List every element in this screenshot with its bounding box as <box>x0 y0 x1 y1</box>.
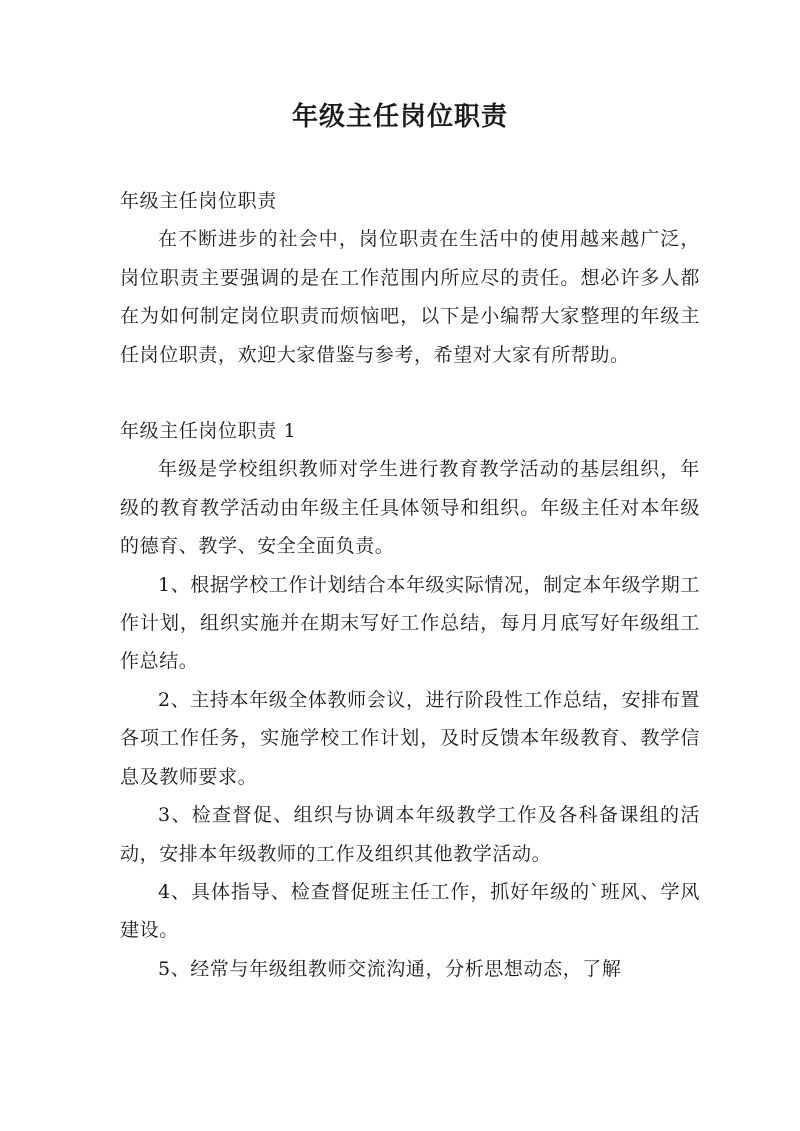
duty-item-3: 3、检查督促、组织与协调本年级教学工作及各科备课组的活动，安排本年级教师的工作及组织其他教学活动。 <box>120 804 700 865</box>
duty-item-2: 2、主持本年级全体教师会议，进行阶段性工作总结，安排布置各项工作任务，实施学校工作计划，及时反馈本年级教育、教学信息及教师要求。 <box>120 688 700 788</box>
intro-heading: 年级主任岗位职责 <box>120 190 277 212</box>
document-title: 年级主任岗位职责 <box>291 102 508 132</box>
intro-paragraph: 在不断进步的社会中，岗位职责在生活中的使用越来越广泛，岗位职责主要强调的是在工作范围内所应尽的责任。想必许多人都在为如何制定岗位职责而烦恼吧，以下是小编帮大家整理的年级主任岗位职责，欢迎大家借鉴与参考，希望对大家有所帮助。 <box>120 228 700 366</box>
document-body <box>120 182 700 988</box>
section-spacer <box>120 374 700 412</box>
duty-item-1: 1、根据学校工作计划结合本年级实际情况，制定本年级学期工作计划，组织实施并在期末写好工作总结，每月月底写好年级组工作总结。 <box>120 573 700 673</box>
section-heading: 年级主任岗位职责 1 <box>120 420 297 443</box>
duty-item-4: 4、具体指导、检查督促班主任工作，抓好年级的`班风、学风建设。 <box>120 880 700 942</box>
duty-item-5: 5、经常与年级组教师交流沟通，分析思想动态，了解 <box>158 957 622 980</box>
section-paragraph-intro: 年级是学校组织教师对学生进行教育教学活动的基层组织，年级的教育教学活动由年级主任具体领导和组织。年级主任对本年级的德育、教学、安全全面负责。 <box>120 458 700 558</box>
